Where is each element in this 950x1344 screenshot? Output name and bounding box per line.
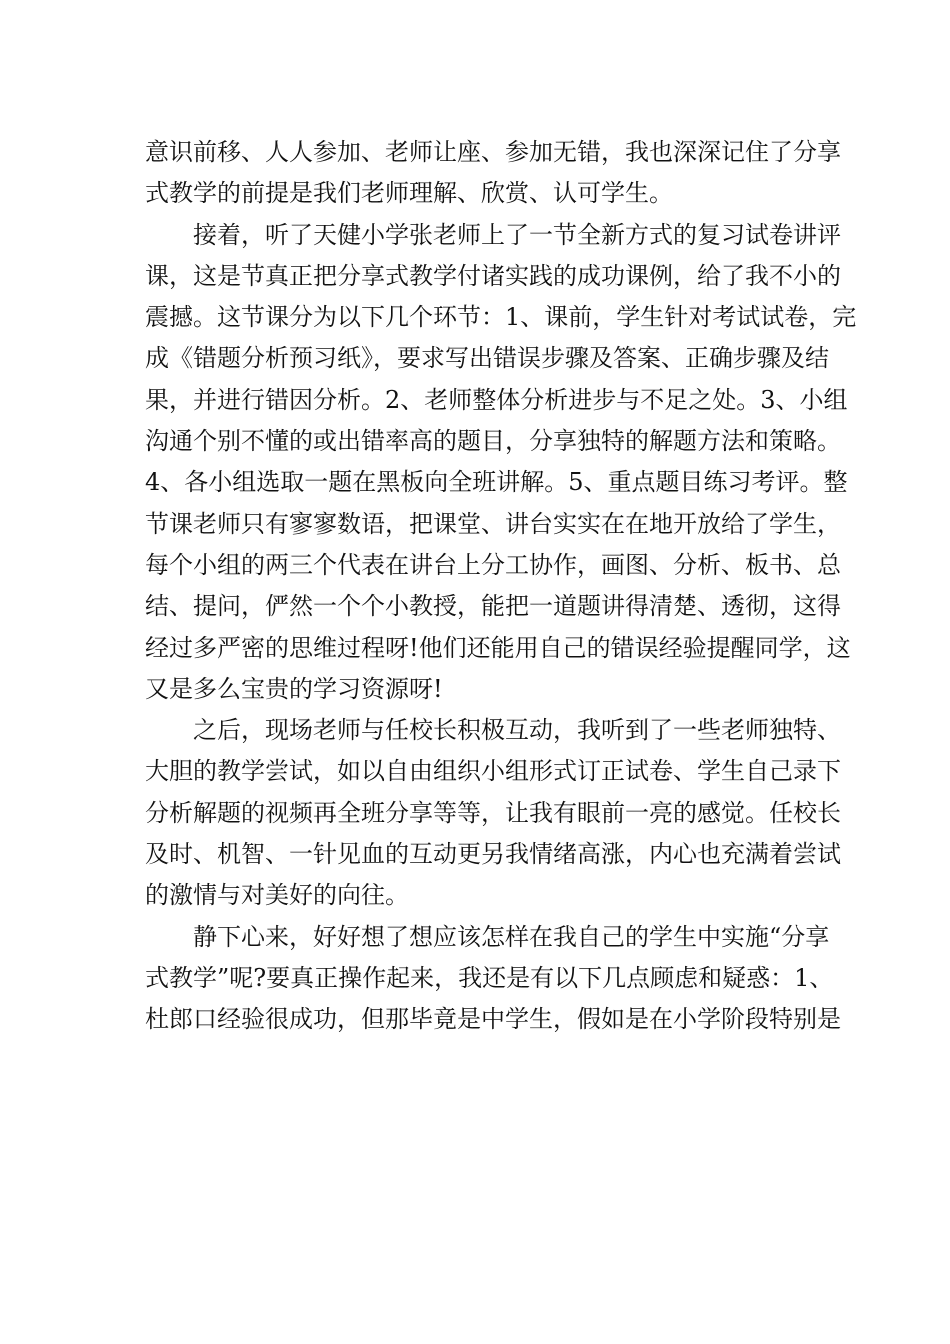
text-line: 果，并进行错因分析。2、老师整体分析进步与不足之处。3、小组 xyxy=(145,385,848,414)
text-line: 大胆的教学尝试，如以自由组织小组形式订正试卷、学生自己录下 xyxy=(145,757,841,786)
document-body xyxy=(145,132,857,1041)
text-line: 接着，听了天健小学张老师上了一节全新方式的复习试卷讲评 xyxy=(193,220,841,249)
text-line: 节课老师只有寥寥数语，把课堂、讲台实实在在地开放给了学生， xyxy=(145,509,841,538)
text-line: 成《错题分析预习纸》，要求写出错误步骤及答案、正确步骤及结 xyxy=(145,344,829,373)
text-line: 式教学”呢?要真正操作起来，我还是有以下几点顾虑和疑惑：1、 xyxy=(145,963,834,992)
text-line: 震撼。这节课分为以下几个环节：1、课前，学生针对考试试卷，完 xyxy=(145,303,857,332)
text-line: 及时、机智、一针见血的互动更另我情绪高涨，内心也充满着尝试 xyxy=(145,840,841,869)
text-line: 沟通个别不懂的或出错率高的题目，分享独特的解题方法和策略。 xyxy=(145,427,841,456)
text-line: 的激情与对美好的向往。 xyxy=(145,881,409,910)
text-line: 每个小组的两三个代表在讲台上分工协作，画图、分析、板书、总 xyxy=(145,550,841,579)
text-line: 课，这是节真正把分享式教学付诸实践的成功课例，给了我不小的 xyxy=(145,261,841,290)
text-line: 静下心来，好好想了想应该怎样在我自己的学生中实施“分享 xyxy=(193,922,830,951)
text-line: 4、各小组选取一题在黑板向全班讲解。5、重点题目练习考评。整 xyxy=(145,468,848,497)
text-line: 之后，现场老师与任校长积极互动，我听到了一些老师独特、 xyxy=(193,716,841,745)
text-line: 经过多严密的思维过程呀!他们还能用自己的错误经验提醒同学，这 xyxy=(145,633,851,662)
text-line: 分析解题的视频再全班分享等等，让我有眼前一亮的感觉。任校长 xyxy=(145,798,841,827)
text-line: 结、提问，俨然一个个小教授，能把一道题讲得清楚、透彻，这得 xyxy=(145,592,841,621)
text-line: 又是多么宝贵的学习资源呀! xyxy=(145,674,443,703)
text-line: 意识前移、人人参加、老师让座、参加无错，我也深深记住了分享 xyxy=(145,138,841,166)
text-line: 杜郎口经验很成功，但那毕竟是中学生，假如是在小学阶段特别是 xyxy=(145,1005,841,1034)
text-line: 式教学的前提是我们老师理解、欣赏、认可学生。 xyxy=(145,179,673,208)
